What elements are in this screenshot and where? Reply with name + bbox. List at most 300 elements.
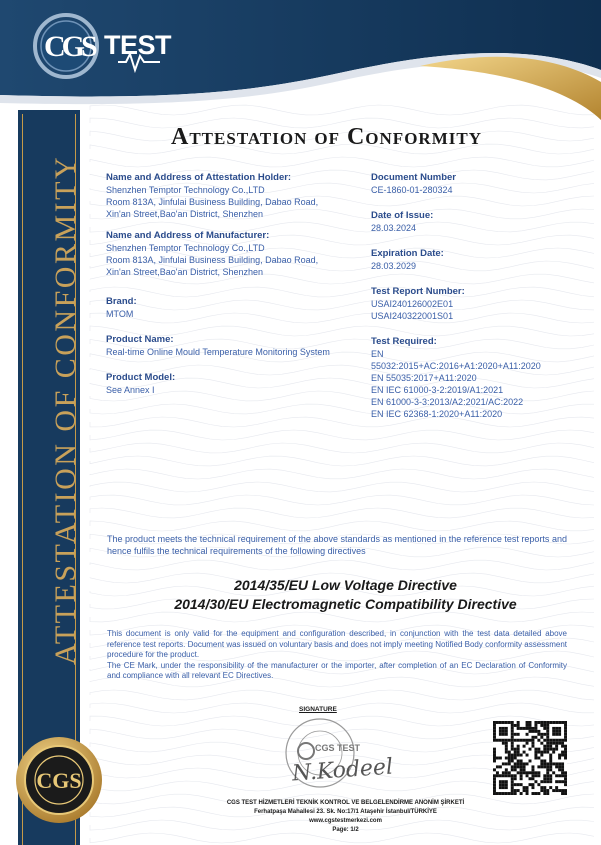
qr-module: [564, 736, 567, 739]
qr-module: [511, 727, 514, 730]
qr-module: [496, 757, 499, 760]
qr-module: [511, 739, 514, 742]
qr-module: [546, 762, 549, 765]
qr-module: [558, 733, 561, 736]
qr-module: [534, 754, 537, 757]
qr-module: [508, 739, 511, 742]
qr-module: [526, 742, 529, 745]
qr-module: [508, 721, 511, 724]
qr-module: [520, 739, 523, 742]
report-number: USAI240322001S01: [371, 311, 454, 321]
qr-module: [511, 792, 514, 795]
qr-module: [511, 730, 514, 733]
qr-module: [558, 762, 561, 765]
expiration-block: [371, 248, 581, 272]
guilloche-line: [90, 560, 594, 570]
qr-module: [520, 783, 523, 786]
qr-module: [523, 771, 526, 774]
qr-module: [523, 789, 526, 792]
qr-module: [496, 792, 499, 795]
qr-module: [540, 754, 543, 757]
guilloche-line: [90, 430, 594, 440]
qr-module: [555, 774, 558, 777]
qr-module: [549, 754, 552, 757]
qr-module: [555, 742, 558, 745]
brand-label: Brand:: [106, 296, 137, 307]
product-model-label: Product Model:: [106, 372, 176, 383]
qr-module: [561, 739, 564, 742]
qr-module: [493, 768, 496, 771]
qr-module: [505, 792, 508, 795]
qr-module: [564, 721, 567, 724]
qr-module: [564, 777, 567, 780]
qr-module: [514, 751, 517, 754]
qr-module: [534, 748, 537, 751]
logo-letters: CGS: [44, 30, 94, 63]
qr-module: [537, 765, 540, 768]
qr-module: [543, 739, 546, 742]
seal-letters: CGS: [36, 768, 82, 793]
qr-module: [564, 771, 567, 774]
qr-module: [493, 736, 496, 739]
qr-module: [564, 789, 567, 792]
brand-value: MTOM: [106, 309, 134, 319]
qr-module: [496, 774, 499, 777]
qr-module: [523, 765, 526, 768]
qr-module: [546, 733, 549, 736]
qr-module: [561, 751, 564, 754]
qr-module: [499, 757, 502, 760]
qr-module: [552, 733, 555, 736]
qr-module: [534, 780, 537, 783]
qr-module: [558, 730, 561, 733]
qr-module: [531, 739, 534, 742]
qr-module: [520, 759, 523, 762]
qr-module: [523, 762, 526, 765]
qr-module: [529, 771, 532, 774]
qr-module: [531, 792, 534, 795]
qr-module: [555, 745, 558, 748]
qr-module: [520, 765, 523, 768]
qr-module: [499, 765, 502, 768]
qr-module: [511, 757, 514, 760]
qr-module: [543, 745, 546, 748]
qr-module: [520, 792, 523, 795]
qr-module: [493, 783, 496, 786]
qr-module: [517, 724, 520, 727]
footer-website[interactable]: www.cgstestmerkezi.com: [309, 818, 382, 824]
qr-module: [514, 789, 517, 792]
qr-module: [508, 771, 511, 774]
qr-module: [514, 762, 517, 765]
guilloche-line: [90, 833, 594, 843]
qr-module: [552, 721, 555, 724]
qr-module: [523, 751, 526, 754]
qr-module: [534, 774, 537, 777]
guilloche-line: [90, 157, 594, 167]
qr-module: [555, 730, 558, 733]
qr-module: [517, 727, 520, 730]
qr-module: [502, 792, 505, 795]
qr-module: [502, 780, 505, 783]
qr-module: [549, 786, 552, 789]
qr-module: [531, 786, 534, 789]
qr-module: [531, 768, 534, 771]
qr-module: [543, 777, 546, 780]
qr-module: [561, 765, 564, 768]
qr-module: [558, 757, 561, 760]
qr-module: [511, 765, 514, 768]
qr-module: [534, 721, 537, 724]
qr-module: [561, 742, 564, 745]
qr-module: [514, 754, 517, 757]
qr-module: [499, 727, 502, 730]
qr-module: [511, 721, 514, 724]
page-title: Attestation of Conformity: [171, 124, 482, 150]
qr-module: [543, 786, 546, 789]
qr-module: [511, 736, 514, 739]
standard-line: EN IEC 61000-3-2:2019/A1:2021: [371, 385, 504, 395]
manufacturer-line: Xin'an Street,Bao'an District, Shenzhen: [106, 267, 264, 277]
qr-module: [549, 765, 552, 768]
qr-module: [546, 774, 549, 777]
qr-module: [523, 786, 526, 789]
guilloche-line: [90, 508, 594, 518]
qr-module: [543, 724, 546, 727]
qr-module: [493, 727, 496, 730]
qr-module: [517, 748, 520, 751]
qr-module: [505, 727, 508, 730]
qr-module: [505, 742, 508, 745]
qr-module: [505, 748, 508, 751]
qr-module: [517, 771, 520, 774]
qr-module: [537, 733, 540, 736]
qr-module: [546, 748, 549, 751]
issue-date-block: [371, 210, 581, 234]
guilloche-line: [90, 495, 594, 505]
qr-module: [534, 736, 537, 739]
qr-module: [549, 745, 552, 748]
qr-module: [537, 748, 540, 751]
qr-module: [561, 780, 564, 783]
qr-module: [517, 759, 520, 762]
qr-module: [555, 733, 558, 736]
qr-module: [549, 721, 552, 724]
footer-company: CGS TEST HİZMETLERİ TEKNİK KONTROL VE BELGELENDİRME ANONİM ŞİRKETİ: [226, 800, 465, 806]
required-block: [371, 336, 581, 420]
qr-module: [546, 736, 549, 739]
qr-module: [520, 762, 523, 765]
qr-module: [546, 751, 549, 754]
guilloche-line: [90, 612, 594, 622]
qr-module: [543, 774, 546, 777]
qr-module: [555, 721, 558, 724]
qr-module: [526, 724, 529, 727]
qr-module: [540, 780, 543, 783]
guilloche-line: [90, 469, 594, 479]
qr-module: [517, 751, 520, 754]
qr-module: [493, 721, 496, 724]
qr-module: [529, 759, 532, 762]
validity-notice: [107, 629, 567, 682]
standard-line: EN 55035:2017+A11:2020: [371, 373, 477, 383]
qr-module: [499, 721, 502, 724]
qr-module: [502, 730, 505, 733]
qr-module: [531, 742, 534, 745]
qr-module: [564, 733, 567, 736]
qr-module: [546, 771, 549, 774]
qr-module: [511, 748, 514, 751]
qr-module: [558, 721, 561, 724]
qr-module: [505, 751, 508, 754]
qr-module: [549, 757, 552, 760]
qr-module: [505, 733, 508, 736]
issue-date-label: Date of Issue:: [371, 210, 434, 221]
qr-module: [505, 757, 508, 760]
qr-module: [496, 721, 499, 724]
qr-module: [523, 745, 526, 748]
qr-module: [526, 762, 529, 765]
qr-module: [540, 724, 543, 727]
qr-module: [546, 727, 549, 730]
qr-module: [511, 768, 514, 771]
qr-module: [502, 762, 505, 765]
qr-module: [540, 759, 543, 762]
qr-module: [561, 789, 564, 792]
report-number: USAI240126002E01: [371, 299, 454, 309]
qr-module: [549, 759, 552, 762]
manufacturer-line: Room 813A, Jinfulai Business Building, Dabao Road,: [106, 255, 319, 265]
qr-module: [514, 792, 517, 795]
qr-module: [502, 771, 505, 774]
qr-module: [561, 762, 564, 765]
qr-module: [546, 789, 549, 792]
qr-module: [549, 748, 552, 751]
qr-module: [561, 774, 564, 777]
brand-block: [106, 296, 366, 320]
qr-module: [526, 733, 529, 736]
qr-module: [523, 727, 526, 730]
qr-module: [564, 724, 567, 727]
qr-module: [505, 771, 508, 774]
qr-module: [496, 771, 499, 774]
standard-line: 55032:2015+AC:2016+A1:2020+A11:2020: [371, 361, 541, 371]
qr-module: [514, 748, 517, 751]
qr-module: [508, 751, 511, 754]
qr-module: [552, 751, 555, 754]
qr-module: [531, 771, 534, 774]
qr-module: [499, 774, 502, 777]
qr-module: [531, 730, 534, 733]
qr-module: [511, 774, 514, 777]
qr-module: [520, 727, 523, 730]
doc-number-value: CE-1860-01-280324: [371, 185, 453, 195]
qr-module: [555, 762, 558, 765]
qr-module: [543, 751, 546, 754]
holder-label: Name and Address of Attestation Holder:: [106, 172, 292, 183]
qr-module: [514, 765, 517, 768]
qr-module: [493, 739, 496, 742]
holder-line: Room 813A, Jinfulai Business Building, Dabao Road,: [106, 197, 319, 207]
qr-module: [537, 751, 540, 754]
qr-module: [517, 762, 520, 765]
guilloche-line: [90, 456, 594, 466]
qr-module: [493, 759, 496, 762]
qr-module: [549, 777, 552, 780]
qr-module: [564, 754, 567, 757]
qr-module: [540, 742, 543, 745]
standard-line: EN IEC 62368-1:2020+A11:2020: [371, 409, 503, 419]
qr-module: [493, 748, 496, 751]
qr-module: [496, 739, 499, 742]
qr-module: [514, 757, 517, 760]
qr-module: [552, 771, 555, 774]
qr-module: [520, 768, 523, 771]
qr-module: [543, 780, 546, 783]
guilloche-line: [90, 482, 594, 492]
report-block: [371, 286, 581, 322]
qr-module: [564, 780, 567, 783]
qr-module: [555, 786, 558, 789]
qr-code[interactable]: [493, 721, 567, 795]
qr-module: [564, 745, 567, 748]
qr-module: [564, 783, 567, 786]
holder-block: [106, 172, 366, 220]
right-column: [371, 172, 581, 430]
qr-module: [511, 783, 514, 786]
guilloche-line: [90, 703, 594, 713]
qr-module: [529, 721, 532, 724]
qr-module: [540, 733, 543, 736]
qr-module: [543, 748, 546, 751]
qr-module: [493, 792, 496, 795]
holder-line: Shenzhen Temptor Technology Co.,LTD: [106, 185, 265, 195]
qr-module: [505, 730, 508, 733]
manufacturer-block: [106, 230, 366, 278]
qr-module: [499, 783, 502, 786]
qr-module: [564, 774, 567, 777]
qr-module: [493, 780, 496, 783]
qr-module: [508, 762, 511, 765]
qr-module: [540, 762, 543, 765]
stamp-text: CGS TEST: [315, 743, 361, 753]
qr-module: [537, 739, 540, 742]
product-model-value: See Annex I: [106, 385, 155, 395]
signature-scribble: N.Kodeel: [291, 754, 394, 787]
holder-line: Xin'an Street,Bao'an District, Shenzhen: [106, 209, 264, 219]
qr-module: [526, 771, 529, 774]
qr-module: [555, 789, 558, 792]
qr-module: [508, 754, 511, 757]
qr-module: [505, 721, 508, 724]
qr-module: [511, 745, 514, 748]
qr-module: [564, 727, 567, 730]
product-name-label: Product Name:: [106, 334, 174, 345]
qr-module: [561, 754, 564, 757]
qr-module: [552, 727, 555, 730]
qr-module: [564, 751, 567, 754]
qr-module: [540, 786, 543, 789]
qr-module: [549, 739, 552, 742]
qr-module: [543, 733, 546, 736]
qr-module: [511, 789, 514, 792]
doc-number-label: Document Number: [371, 172, 456, 183]
qr-module: [543, 765, 546, 768]
qr-module: [564, 739, 567, 742]
qr-module: [546, 777, 549, 780]
qr-module: [514, 733, 517, 736]
qr-module: [493, 730, 496, 733]
qr-module: [564, 748, 567, 751]
qr-module: [546, 765, 549, 768]
qr-module: [508, 757, 511, 760]
qr-module: [526, 786, 529, 789]
qr-module: [561, 771, 564, 774]
qr-module: [558, 739, 561, 742]
qr-module: [511, 777, 514, 780]
qr-module: [558, 754, 561, 757]
qr-module: [546, 792, 549, 795]
qr-module: [529, 730, 532, 733]
qr-module: [526, 721, 529, 724]
qr-module: [558, 768, 561, 771]
qr-module: [526, 789, 529, 792]
qr-module: [493, 724, 496, 727]
qr-module: [493, 751, 496, 754]
qr-module: [502, 786, 505, 789]
qr-module: [558, 742, 561, 745]
qr-module: [546, 721, 549, 724]
qr-module: [526, 792, 529, 795]
qr-module: [517, 765, 520, 768]
qr-module: [502, 733, 505, 736]
qr-module: [520, 754, 523, 757]
qr-module: [531, 774, 534, 777]
qr-module: [534, 724, 537, 727]
qr-module: [505, 768, 508, 771]
qr-module: [552, 742, 555, 745]
qr-module: [493, 786, 496, 789]
qr-module: [546, 730, 549, 733]
qr-module: [537, 721, 540, 724]
qr-module: [546, 768, 549, 771]
qr-module: [493, 774, 496, 777]
qr-module: [555, 727, 558, 730]
qr-module: [558, 765, 561, 768]
qr-module: [505, 745, 508, 748]
qr-module: [511, 754, 514, 757]
qr-module: [552, 762, 555, 765]
report-label: Test Report Number:: [371, 286, 465, 297]
qr-module: [531, 736, 534, 739]
qr-module: [493, 733, 496, 736]
manufacturer-label: Name and Address of Manufacturer:: [106, 230, 270, 241]
qr-module: [546, 724, 549, 727]
qr-module: [520, 774, 523, 777]
qr-module: [517, 783, 520, 786]
notice-paragraph: This document is only valid for the equipment and configuration described, in conjunction with the test data detailed above reference test reports. Document was issued on voluntary basis and does not imply meeting Notified Body conformity assessment procedure for the product.: [107, 629, 567, 659]
standard-line: EN 61000-3-3:2013/A2:2021/AC:2022: [371, 397, 524, 407]
qr-module: [517, 789, 520, 792]
qr-module: [558, 780, 561, 783]
qr-module: [534, 771, 537, 774]
qr-module: [534, 792, 537, 795]
qr-module: [540, 789, 543, 792]
qr-module: [549, 768, 552, 771]
qr-module: [555, 739, 558, 742]
qr-module: [523, 768, 526, 771]
conformity-statement: The product meets the technical requirement of the above standards as mentioned in the reference test reports and hence fulfils the technical requirements of the following directives: [107, 534, 567, 556]
